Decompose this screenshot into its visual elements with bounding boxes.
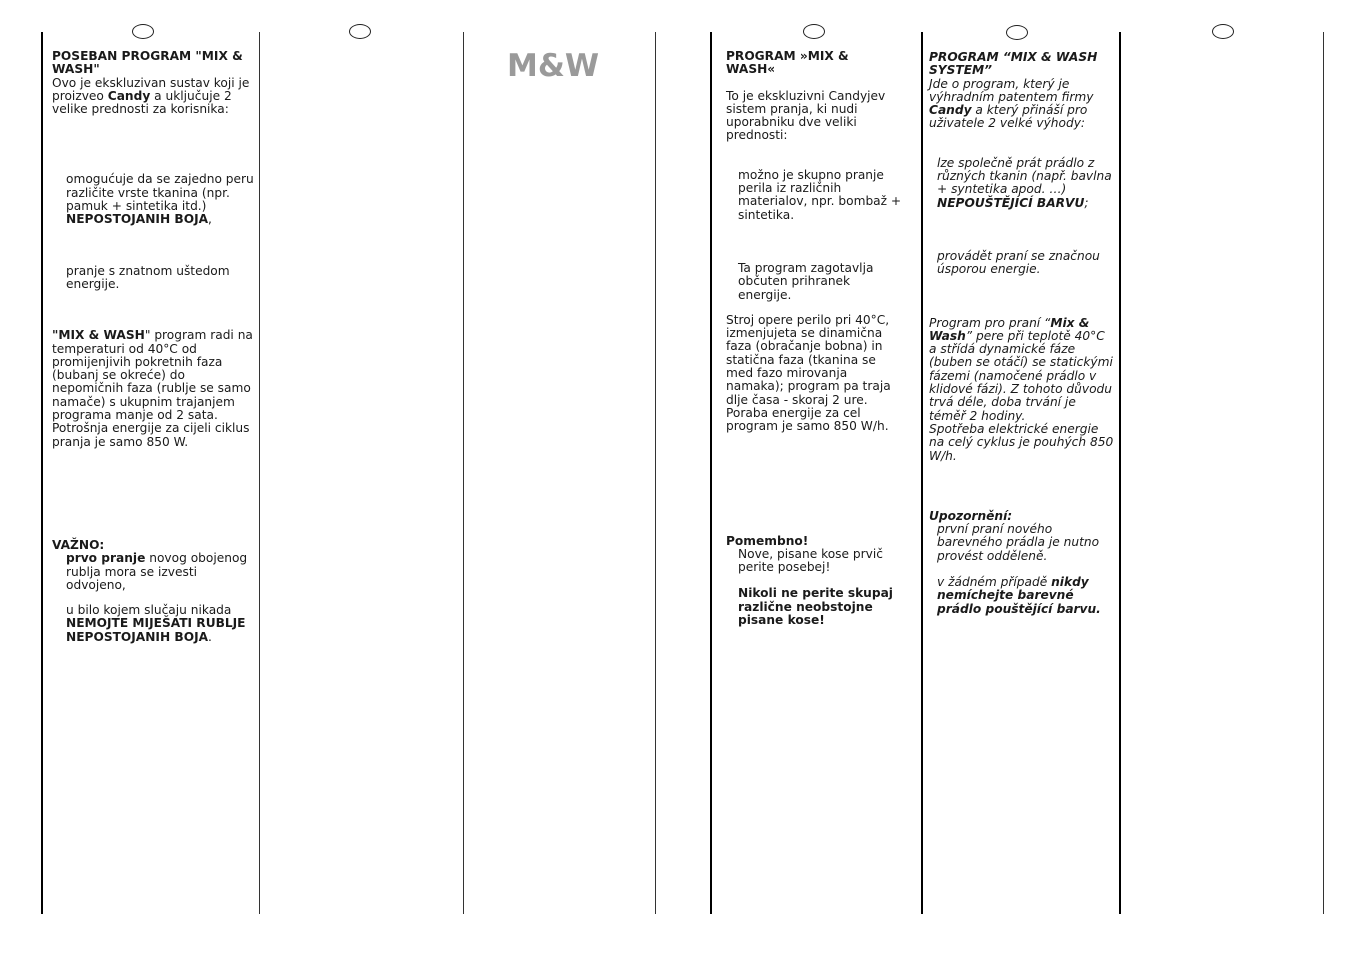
- important-item: první praní nového barevného prádla je nutno provést odděleně.: [937, 522, 1100, 563]
- section-heading: PROGRAM “MIX & WASH SYSTEM”: [929, 50, 1098, 78]
- benefit-item: omogućuje da se zajedno peru različite vrste tkanina (npr. pamuk + sintetika itd.) NEPOSTOJANIH BOJA,: [66, 172, 254, 227]
- intro-text: To je ekskluzivni Candyjev sistem pranja, ki nudi uporabniku dve veliki prednosti:: [726, 88, 886, 143]
- language-oval-icon: [132, 24, 154, 39]
- benefit-item: pranje s znatnom uštedom energije.: [66, 263, 230, 291]
- column-rule-5: [710, 32, 712, 914]
- column-czech: [929, 51, 1115, 616]
- important-item: prvo pranje novog obojenog rublja mora se izvesti odvojeno,: [66, 551, 248, 592]
- section-heading: PROGRAM »MIX & WASH«: [726, 49, 849, 77]
- benefit-item: Ta program zagotavlja občuten prihranek energije.: [738, 260, 874, 302]
- column-rule-6: [921, 32, 923, 914]
- program-description: Stroj opere perilo pri 40°C, izmenjujeta se dinamična faza (obračanje bobna) in statična faza (tkanina se med fazo mirovanja namaka); program pa traja dlje časa - skoraj 2 ure. Poraba energije za cel program je samo 850 W/h.: [726, 312, 891, 434]
- column-rule-2: [259, 32, 260, 914]
- important-item: Nikoli ne perite skupaj različne neobstojne pisane kose!: [738, 586, 893, 628]
- important-item: v žádném případě nikdy nemíchejte barevné prádlo pouštějící barvu.: [937, 575, 1101, 616]
- program-description: Spotřeba elektrické energie na celý cyklus je pouhých 850 W/h.: [929, 421, 1114, 463]
- column-croatian: [52, 50, 256, 644]
- important-item: Nove, pisane kose prvič perite posebej!: [738, 546, 883, 575]
- important-heading: Upozornění:: [929, 508, 1013, 523]
- language-oval-icon: [803, 24, 825, 39]
- column-rule-1: [41, 32, 43, 914]
- mw-logo: M&W: [507, 48, 600, 84]
- column-rule-4: [655, 32, 656, 914]
- language-oval-icon: [349, 24, 371, 39]
- important-heading: VAŽNO:: [52, 537, 105, 552]
- intro-text: Ovo je ekskluzivan sustav koji je proizveo Candy a uključuje 2 velike prednosti za korisnika:: [52, 75, 250, 117]
- benefit-item: možno je skupno pranje perila iz različnih materialov, npr. bombaž + sintetika.: [738, 167, 902, 222]
- important-heading: Pomembno!: [726, 533, 809, 548]
- program-description: "MIX & WASH" program radi na temperaturi od 40°C od promijenjivih pokretnih faza (bubanj se okreće) do nepomičnih faza (rublje se samo namače) s ukupnim trajanjem programa manje od 2 sata. Potrošnja energije za cijeli ciklus pranja je samo 850 W.: [52, 328, 253, 449]
- column-rule-8: [1323, 32, 1324, 914]
- important-item: u bilo kojem slučaju nikada NEMOJTE MIJEŠATI RUBLJE NEPOSTOJANIH BOJA.: [66, 603, 246, 644]
- intro-text: Jde o program, který je výhradním patentem firmy Candy a který přináší pro uživatele 2 velké výhody:: [929, 76, 1094, 131]
- column-rule-7: [1119, 32, 1121, 914]
- benefit-item: lze společně prát prádlo z různých tkanin (např. bavlna + syntetika apod. …) NEPOUŠTĚJÍCÍ BARVU;: [937, 155, 1112, 210]
- column-rule-3: [463, 32, 464, 914]
- benefit-item: provádět praní se značnou úsporou energie.: [937, 248, 1100, 277]
- column-slovenian: [726, 50, 902, 627]
- section-heading: POSEBAN PROGRAM "MIX & WASH": [52, 49, 243, 77]
- program-description: Program pro praní “Mix & Wash” pere při teplotě 40°C a střídá dynamické fáze (buben se otáčí) se statickými fázemi (namočené prádlo v klidové fázi). Z tohoto důvodu trvá déle, doba trvání je téměř 2 hodiny.: [929, 315, 1113, 423]
- language-oval-icon: [1006, 25, 1028, 40]
- language-oval-icon: [1212, 24, 1234, 39]
